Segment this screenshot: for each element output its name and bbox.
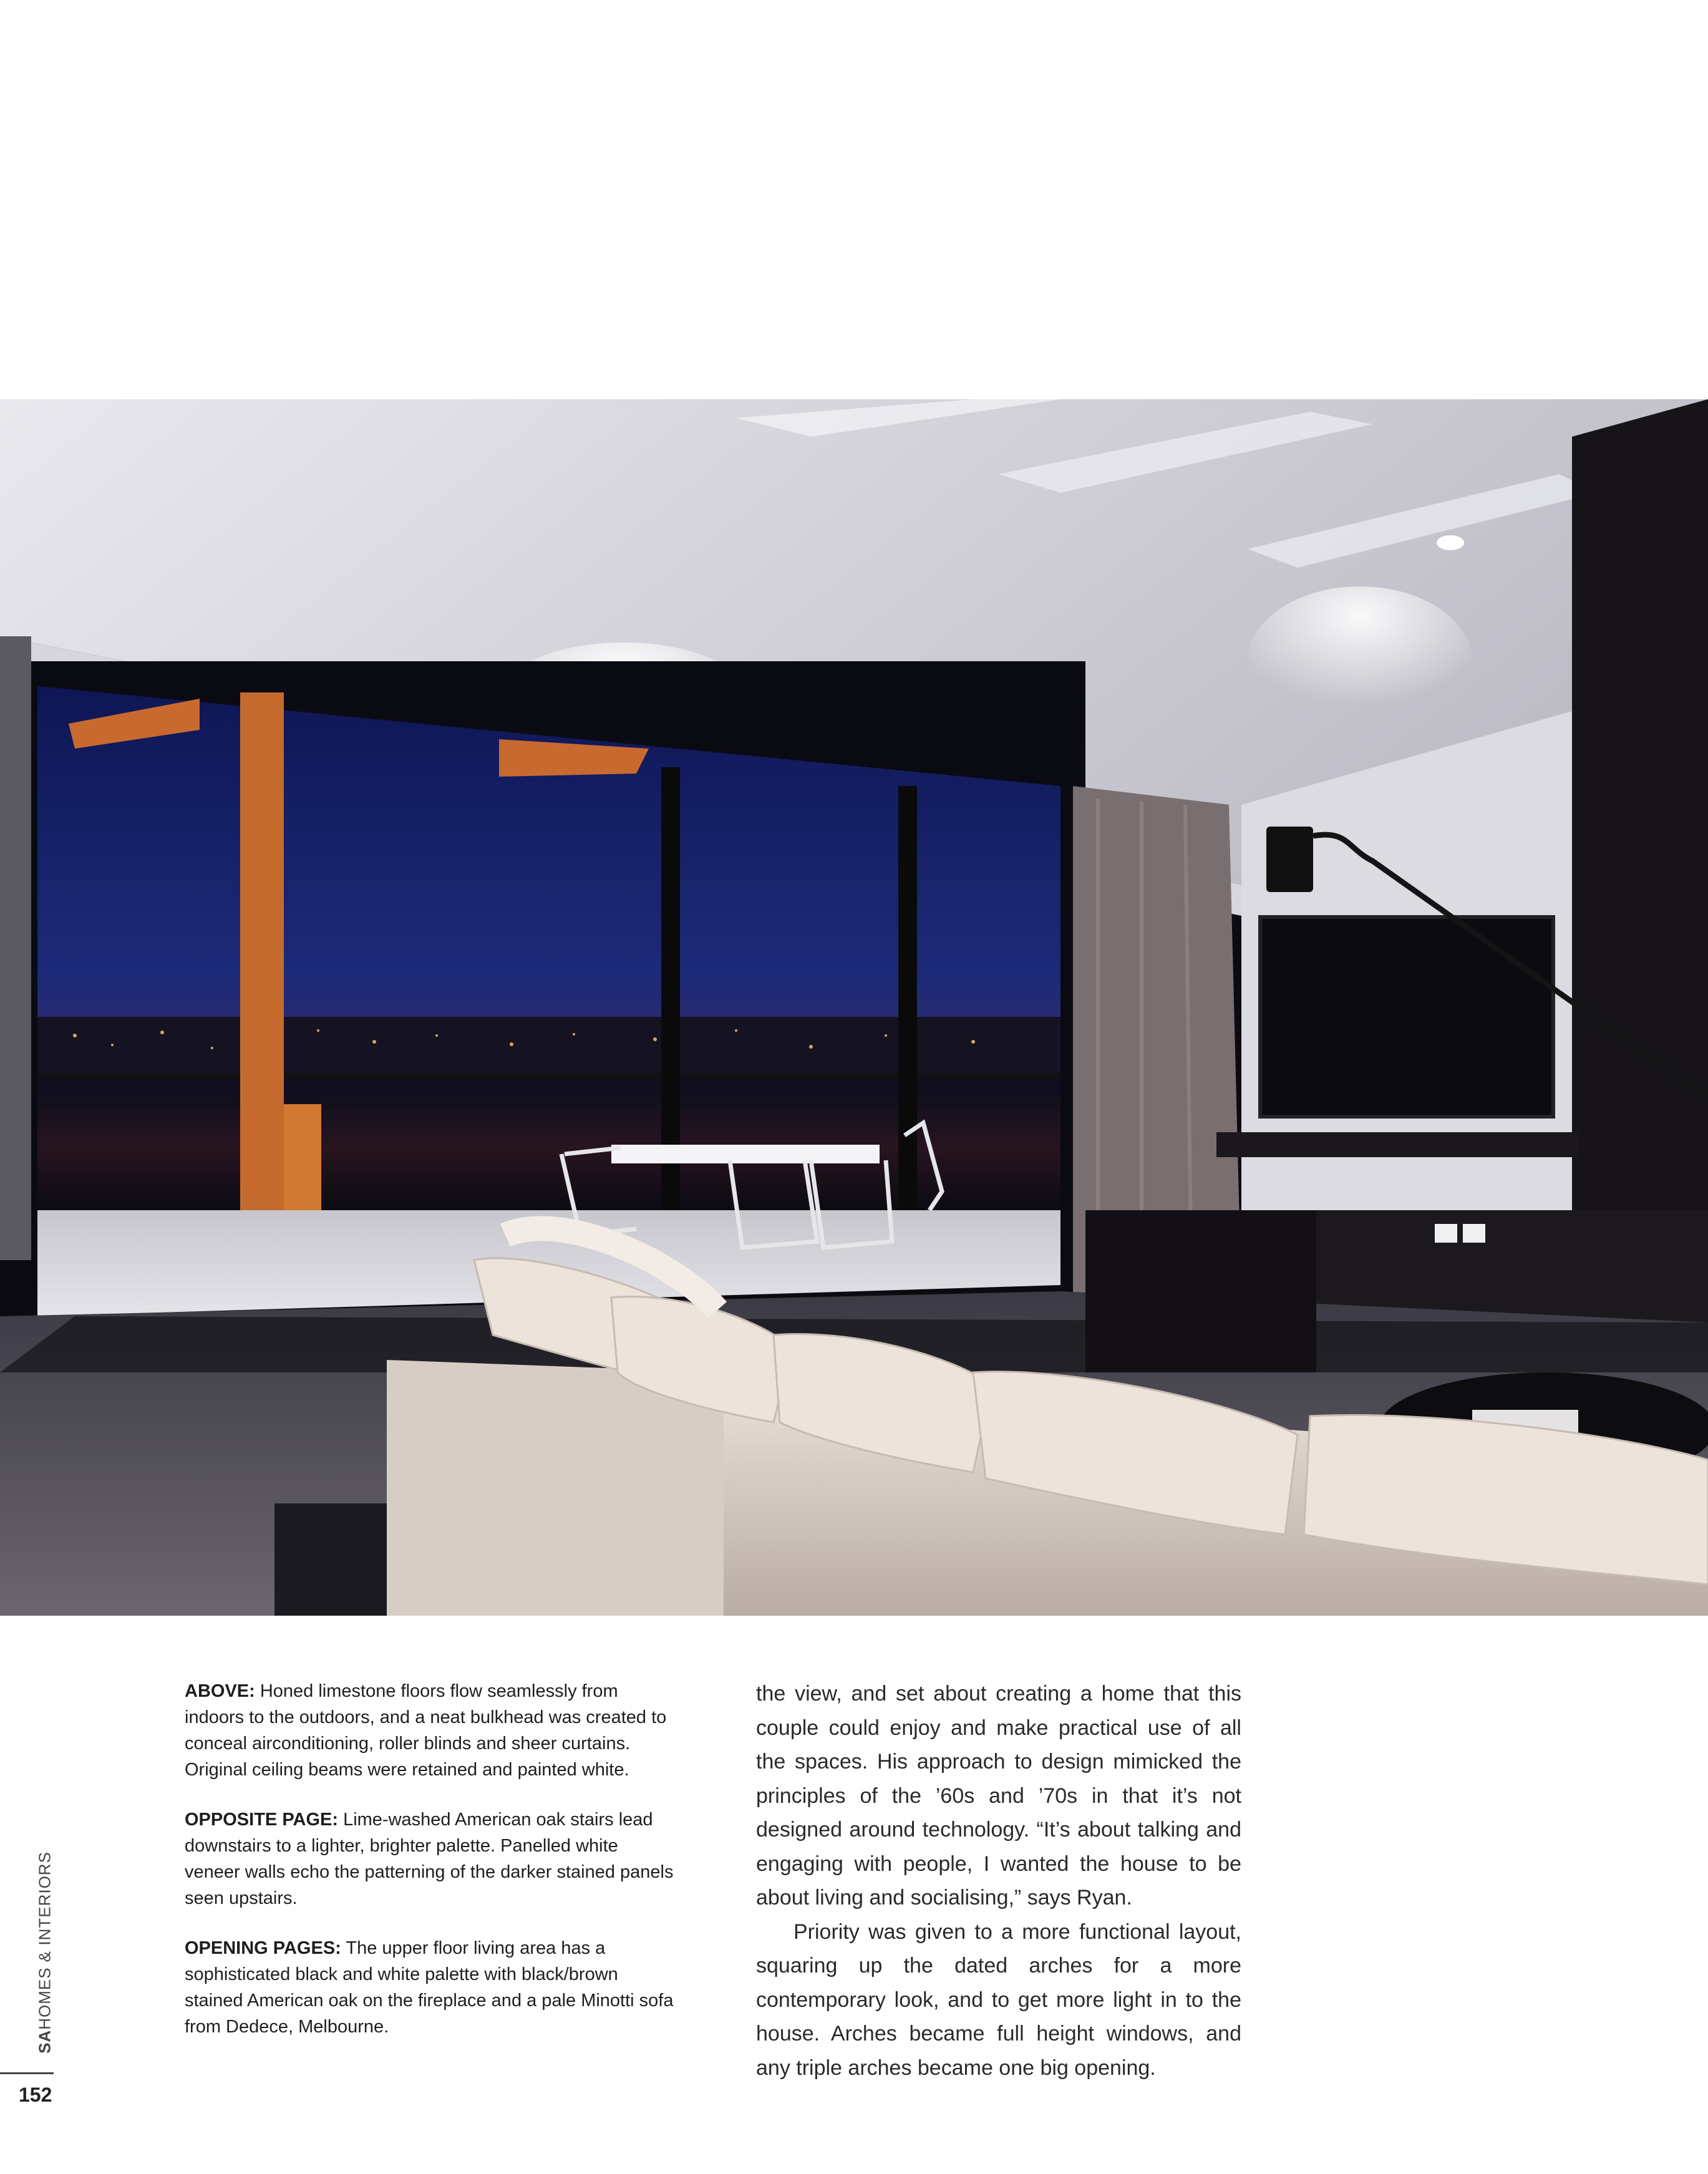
caption-text: Honed limestone floors flow seamlessly from indoors to the outdoors, and a neat bulkhead was created to conceal airconditioning, roller blinds and sheer curtains. Original ceiling beams were retained and painted white.: [185, 1681, 667, 1780]
caption-lead: ABOVE:: [185, 1681, 255, 1701]
article-body: [756, 1677, 1241, 2085]
caption-opening-pages: [185, 1935, 677, 2040]
magazine-sidebar: [32, 1846, 57, 2059]
caption-lead: OPENING PAGES:: [185, 1938, 341, 1958]
caption-text: Lime-washed American oak stairs lead downstairs to a lighter, brighter palette. Panelled white veneer walls echo the patterning of the darker stained panels seen upstairs.: [185, 1810, 674, 1908]
magazine-name: [36, 1851, 55, 2054]
folio-rule: [0, 2072, 54, 2074]
feature-photo: [0, 399, 1708, 1616]
caption-lead: OPPOSITE PAGE:: [185, 1810, 339, 1830]
photo-captions: [185, 1678, 677, 2064]
caption-opposite-page: [185, 1807, 677, 1911]
body-paragraph: the view, and set about creating a home that this couple could enjoy and make practical use of all the spaces. His approach to design mimicked the principles of the ’60s and ’70s in that it’s not designed around technology. “It’s about talking and engaging with people, I wanted the house to be about living and socialising,” says Ryan.: [756, 1682, 1241, 1910]
living-room-illustration: [0, 399, 1708, 1616]
caption-above: [185, 1678, 677, 1783]
magazine-name-rest: HOMES & INTERIORS: [35, 1851, 54, 2030]
body-paragraph: Priority was given to a more functional layout, squaring up the dated arches for a more contemporary look, and to get more light in to the house. Arches became full height windows, and any triple arches became one big opening.: [756, 1919, 1241, 2080]
page-number: 152: [19, 2084, 52, 2106]
caption-text: The upper floor living area has a sophisticated black and white palette with black/brown stained American oak on the fireplace and a pale Minotti sofa from Dedece, Melbourne.: [185, 1938, 674, 2037]
magazine-name-bold: SA: [35, 2029, 54, 2054]
